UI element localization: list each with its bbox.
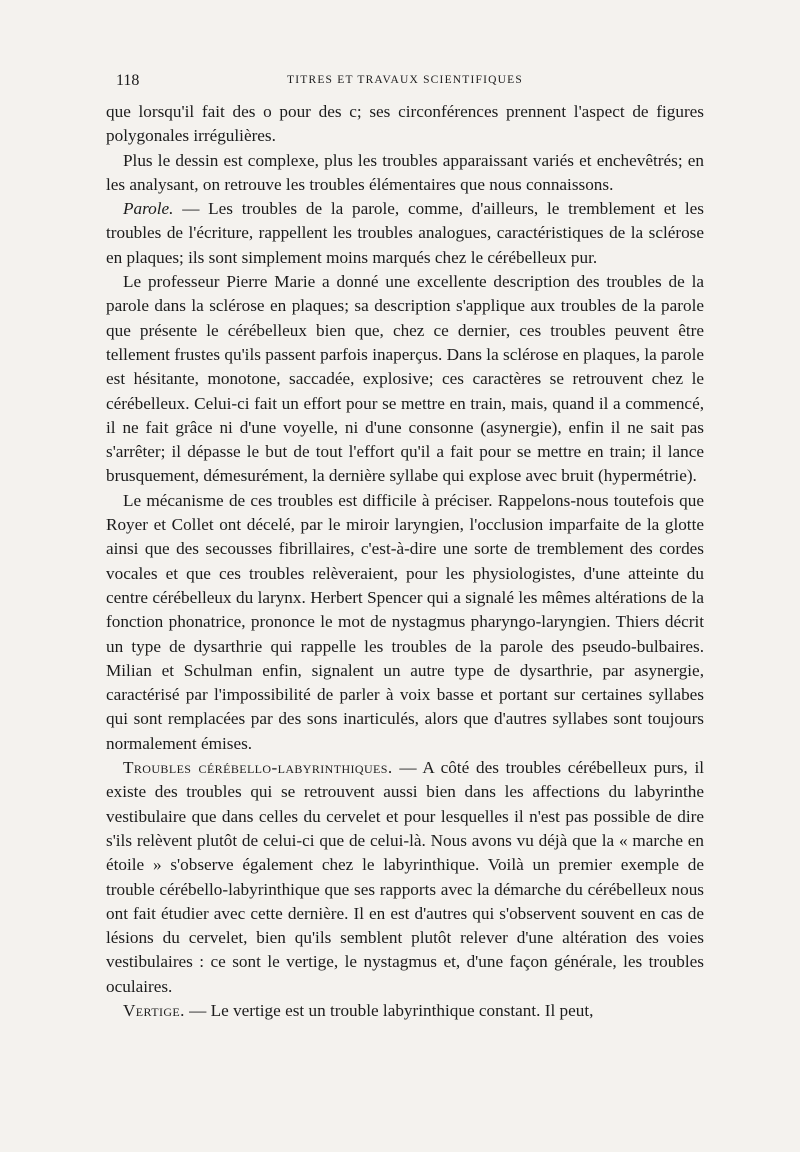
paragraph-vertige [106, 999, 704, 1023]
paragraph-4 [106, 270, 704, 489]
paragraph-4-text: Le professeur Pierre Marie a donné une excellente description des troubles de la parole dans la sclérose en plaques; sa description s'applique aux troubles de la parole que présente le cérébelleux bien que, chez ce dernier, ces troubles peuvent être tellement frustes qu'ils passent parfois inaperçus. Dans la sclérose en plaques, la parole est hésitante, monotone, saccadée, explosive; ces caractères se retrouvent chez le cérébelleux. Celui-ci fait un effort pour se mettre en train, mais, quand il a commencé, il ne fait grâce ni d'une voyelle, ni d'une consonne (asynergie), enfin il ne sait pas s'arrêter; il dépasse le but de tout l'effort qu'il a fait pour se mettre en train; il lance brusquement, démesurément, la dernière syllabe qui explose avec bruit (hypermétrie). [106, 272, 704, 486]
paragraph-1 [106, 100, 704, 149]
paragraph-vertige-text: — Le vertige est un trouble labyrinthique constant. Il peut, [184, 1000, 594, 1020]
running-title: TITRES ET TRAVAUX SCIENTIFIQUES [286, 74, 524, 86]
paragraph-parole-text: — Les troubles de la parole, comme, d'ailleurs, le tremblement et les troubles de l'écriture, rappellent les troubles analogues, caractéristiques de la sclérose en plaques; ils sont simplement moins marqués chez le cérébelleux pur. [106, 199, 704, 267]
page-header [106, 62, 704, 96]
page-number: 118 [116, 72, 140, 89]
paragraph-parole [106, 197, 704, 270]
paragraph-troubles-cerebello-labyrinthiques [106, 756, 704, 999]
paragraph-5 [106, 489, 704, 756]
paragraph-5-text: Le mécanisme de ces troubles est difficile à préciser. Rappelons-nous toutefois que Royer et Collet ont décelé, par le miroir laryngien, l'occlusion imparfaite de la glotte ainsi que des secousses fibrillaires, c'est-à-dire une sorte de tremblement des cordes vocales et que ces troubles relèveraient, pour les physiologistes, d'une atteinte du centre cérébelleux du larynx. Herbert Spencer qui a signalé les mêmes altérations de la fonction phonatrice, prononce le mot de nystagmus pharyngo-laryngien. Thiers décrit un type de dysarthrie qui rappelle les troubles de la parole des pseudo-bulbaires. Milian et Schulman enfin, signalent un autre type de dysarthrie, par asynergie, caractérisé par l'impossibilité de parler à voix basse et portant sur certaines syllabes qui sont remplacées par des sons inarticulés, alors que d'autres syllabes sont toujours normalement émises. [106, 490, 704, 753]
body-text [106, 100, 704, 1023]
section-heading-parole: Parole. [123, 199, 174, 219]
paragraph-troubles-text: — A côté des troubles cérébelleux purs, il existe des troubles qui se retrouvent aussi bien dans les affections du labyrinthe vestibulaire que dans celles du cervelet et pour lesquelles il n'est pas possible de dire s'ils relèvent plutôt de celui-ci que de celui-là. Nous avons vu déjà que la « marche en étoile » s'observe également chez le labyrinthique. Voilà un premier exemple de trouble cérébello-labyrinthique que ses rapports avec la démarche du cérébelleux nous ont fait étudier avec cette dernière. Il en est d'autres qui s'observent souvent en cas de lésions du cervelet, bien qu'ils semblent plutôt relever d'une altération des voies vestibulaires : ce sont le vertige, le nystagmus et, d'une façon générale, les troubles oculaires. [106, 758, 705, 996]
paragraph-2-text: Plus le dessin est complexe, plus les troubles apparaissant variés et enchevêtrés; en les analysant, on retrouve les troubles élémentaires que nous connaissons. [106, 150, 704, 194]
section-heading-troubles: Troubles cérébello-labyrinthiques. [123, 758, 393, 778]
section-heading-vertige: Vertige. [123, 1000, 185, 1020]
paragraph-1-text: que lorsqu'il fait des o pour des c; ses circonférences prennent l'aspect de figures polygonales irrégulières. [106, 102, 704, 146]
paragraph-2 [106, 149, 704, 198]
